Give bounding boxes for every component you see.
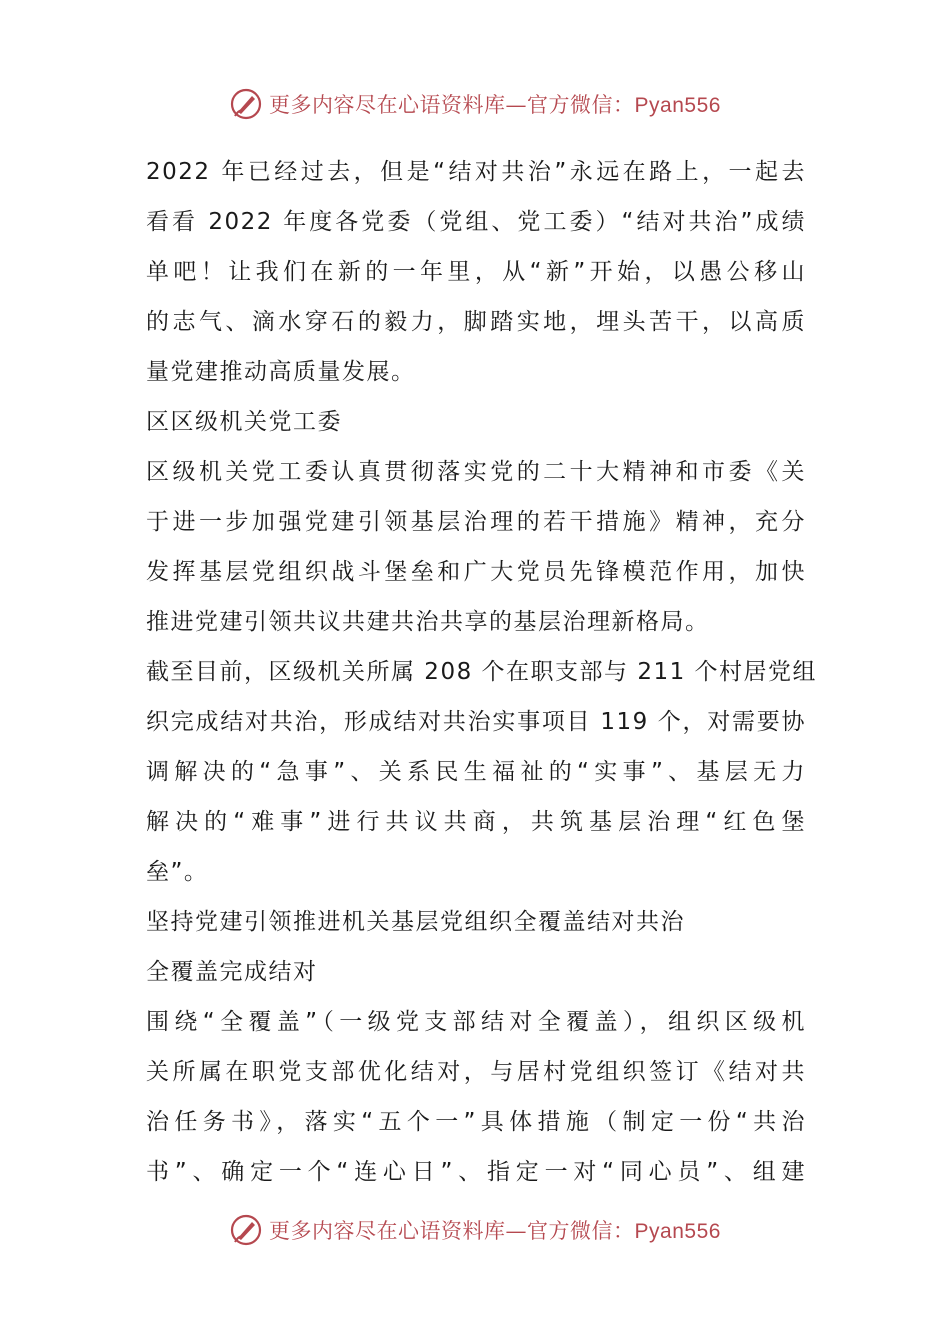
body-line: 截至目前，区级机关所属 208 个在职支部与 211 个村居党组	[146, 659, 818, 685]
watermark-brand: 更多内容尽在心语资料库	[269, 1219, 506, 1243]
body-line: 垒”。	[146, 859, 209, 885]
body-line: 2022 年已经过去，但是“结对共治”永远在路上，一起去	[146, 159, 806, 185]
body-line: 看看 2022 年度各党委（党组、党工委）“结对共治”成绩	[146, 209, 806, 235]
watermark-text	[269, 89, 721, 119]
watermark-text	[269, 1215, 721, 1245]
body-line: 围绕“全覆盖”（一级党支部结对全覆盖），组织区级机	[146, 1009, 806, 1035]
watermark-separator: —	[505, 93, 528, 117]
body-line: 于进一步加强党建引领基层治理的若干措施》精神，充分	[146, 509, 806, 535]
body-line: 织完成结对共治，形成结对共治实事项目 119 个，对需要协	[146, 709, 806, 735]
body-line: 量党建推动高质量发展。	[146, 359, 416, 385]
pen-logo-icon	[229, 87, 263, 121]
section-heading: 区区级机关党工委	[146, 409, 342, 435]
body-line: 区级机关党工委认真贯彻落实党的二十大精神和市委《关	[146, 459, 806, 485]
watermark-separator: —	[505, 1219, 528, 1243]
section-heading: 坚持党建引领推进机关基层党组织全覆盖结对共治	[146, 909, 685, 935]
body-line: 治任务书》，落实“五个一”具体措施（制定一份“共治	[146, 1109, 806, 1135]
watermark-footer	[0, 1210, 950, 1250]
body-line: 调解决的“急事”、关系民生福祉的“实事”、基层无力	[146, 759, 806, 785]
watermark-wechat-id: Pyan556	[634, 1220, 721, 1243]
body-line: 单吧！让我们在新的一年里，从“新”开始，以愚公移山	[146, 259, 806, 285]
body-line: 书”、确定一个“连心日”、指定一对“同心员”、组建	[146, 1159, 806, 1185]
body-line: 发挥基层党组织战斗堡垒和广大党员先锋模范作用，加快	[146, 559, 806, 585]
body-line: 的志气、滴水穿石的毅力，脚踏实地，埋头苦干，以高质	[146, 309, 806, 335]
body-line: 推进党建引领共议共建共治共享的基层治理新格局。	[146, 609, 710, 635]
watermark-brand: 更多内容尽在心语资料库	[269, 93, 506, 117]
body-line: 解决的“难事”进行共议共商，共筑基层治理“红色堡	[146, 809, 806, 835]
watermark-header	[0, 84, 950, 124]
subsection-heading: 全覆盖完成结对	[146, 959, 318, 985]
watermark-wechat-label: 官方微信：	[527, 93, 635, 117]
pen-logo-icon	[229, 1213, 263, 1247]
body-line: 关所属在职党支部优化结对，与居村党组织签订《结对共	[146, 1059, 806, 1085]
document-body	[146, 147, 818, 1197]
watermark-wechat-label: 官方微信：	[527, 1219, 635, 1243]
watermark-wechat-id: Pyan556	[634, 94, 721, 117]
